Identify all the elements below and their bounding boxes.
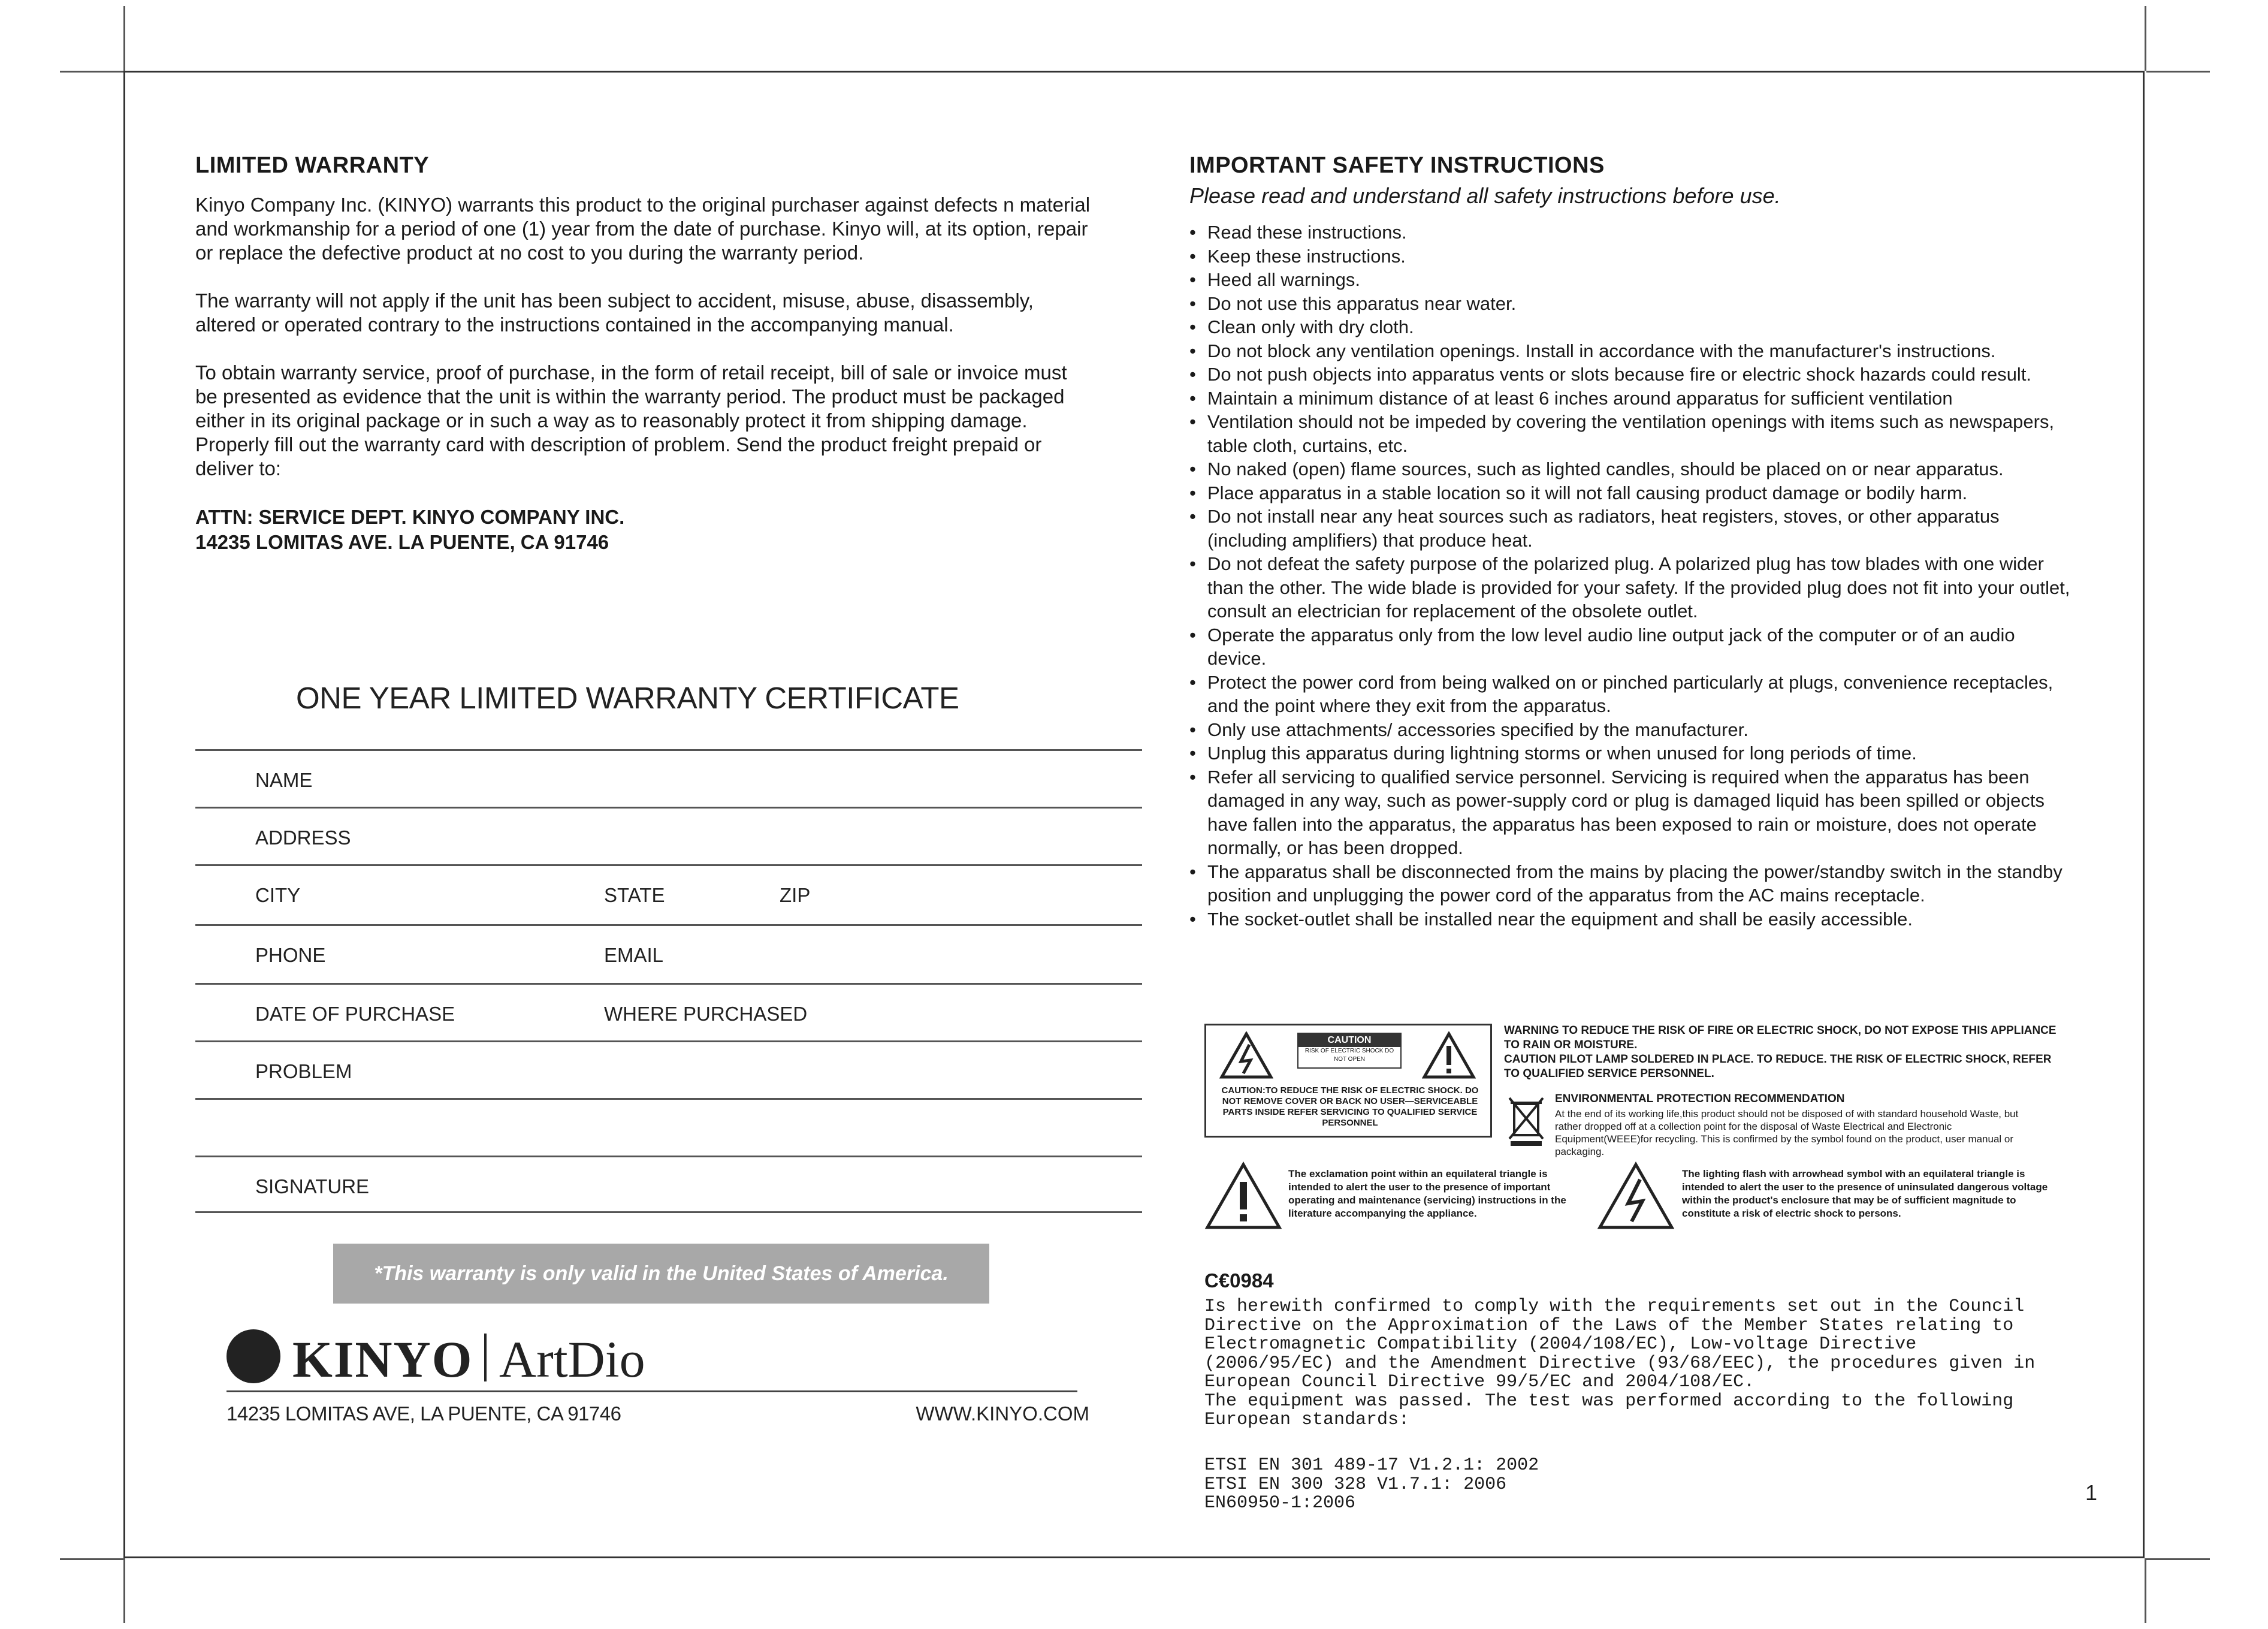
list-item: • Do not install near any heat sources such as radiators, heat registers, stoves, or other apparatus (including amplifiers) that produce heat. [1189,505,2076,552]
attn-address: 14235 LOMITAS AVE. LA PUENTE, CA 91746 [195,531,609,553]
form-row-problem[interactable] [195,1040,1142,1098]
list-item: • The apparatus shall be disconnected from the mains by placing the power/standby switch in the standby position and unplugging the power cord of the apparatus from the AC mains receptacle. [1189,860,2076,907]
list-item: • Unplug this apparatus during lightning storms or when unused for long periods of time. [1189,741,2076,765]
form-row-purchase[interactable] [195,983,1142,1040]
warning-text-fire: WARNING TO REDUCE THE RISK OF FIRE OR ELECTRIC SHOCK, DO NOT EXPOSE THIS APPLIANCE TO RAIN OR MOISTURE. [1504,1024,2056,1051]
crop-mark [123,6,125,71]
ce-mark: C€0984 [1204,1269,1274,1292]
state-label: STATE [604,884,665,906]
exclamation-note: The exclamation point within an equilateral triangle is intended to alert the user to the presence of important operating and maintenance (servicing) instructions in the literature accompanying the appliance. [1288,1168,1566,1219]
list-item: • Do not block any ventilation openings. Install in accordance with the manufacturer's instructions. [1189,339,2076,363]
footer-website: WWW.KINYO.COM [916,1402,1089,1425]
form-row-phone[interactable] [195,924,1142,983]
environment-heading: ENVIRONMENTAL PROTECTION RECOMMENDATION [1555,1093,1845,1105]
lightning-triangle-icon [1597,1162,1675,1230]
list-item: • Read these instructions. [1189,221,2076,245]
lightning-triangle-icon [1219,1031,1273,1079]
list-item: • Operate the apparatus only from the low level audio line output jack of the computer or of an audio device. [1189,623,2076,671]
certificate-title: ONE YEAR LIMITED WARRANTY CERTIFICATE [296,681,959,715]
exclamation-triangle-icon [1422,1031,1476,1079]
list-item: • Clean only with dry cloth. [1189,315,2076,339]
problem-label: PROBLEM [255,1060,352,1082]
address-label: ADDRESS [255,826,351,849]
kinyo-emblem-icon [227,1329,280,1383]
form-row-name[interactable] [195,749,1142,807]
footer-divider [227,1390,1077,1392]
list-item: • Only use attachments/ accessories specified by the manufacturer. [1189,718,2076,742]
crop-mark [123,1558,125,1623]
attn-line: ATTN: SERVICE DEPT. KINYO COMPANY INC. [195,506,625,528]
exclamation-triangle-icon [1204,1162,1282,1230]
list-item: • Protect the power cord from being walked on or pinched particularly at plugs, convenience receptacles, and the point where they exit from the apparatus. [1189,671,2076,718]
lightning-note: The lighting flash with arrowhead symbol with an equilateral triangle is intended to alert the user to the presence of uninsulated dangerous voltage within the product's enclosure that may be of sufficient magnitude to constitute a risk of electric shock to persons. [1682,1168,2048,1219]
name-label: NAME [255,769,313,791]
form-row-problem-extra[interactable] [195,1098,1142,1156]
caution-head: CAUTION [1298,1034,1400,1047]
list-item: • Maintain a minimum distance of at least 6 inches around apparatus for sufficient ventilation [1189,387,2076,411]
crop-mark [2145,6,2146,71]
us-only-notice: *This warranty is only valid in the United States of America. [333,1244,989,1304]
brand-logo [227,1319,1077,1396]
crop-mark [60,1558,123,1560]
form-row-address[interactable] [195,807,1142,864]
list-item: • Refer all servicing to qualified service personnel. Servicing is required when the apparatus has been damaged in any way, such as power-supply cord or plug is damaged liquid has been spilled or objects have fallen into the apparatus, the apparatus has been exposed to rain or moisture, does not operate normally, or has been dropped. [1189,765,2076,860]
list-item: • No naked (open) flame sources, such as lighted candles, should be placed on or near apparatus. [1189,457,2076,481]
safety-column [1189,153,2076,1513]
logo-divider [484,1334,487,1381]
warranty-title: LIMITED WARRANTY [195,153,430,178]
form-row-city[interactable] [195,864,1142,924]
crop-mark [2146,1558,2210,1560]
caution-label [1297,1033,1402,1069]
warning-text [1504,1024,2067,1081]
safety-list [1189,221,2076,931]
list-item: • Place apparatus in a stable location so it will not fall causing product damage or bodily harm. [1189,481,2076,505]
footer-address: 14235 LOMITAS AVE, LA PUENTE, CA 91746 [227,1402,621,1425]
caution-label-box [1204,1024,1492,1138]
list-item: • Do not push objects into apparatus vents or slots because fire or electric shock hazards could result. [1189,363,2076,387]
standards-list: ETSI EN 301 489-17 V1.2.1: 2002 ETSI EN 300 328 V1.7.1: 2006 EN60950-1:2006 [1204,1455,1539,1513]
compliance-text: Is herewith confirmed to comply with the requirements set out in the Council Directive on the Approximation of the Laws of the Member States relating to Electromagnetic Compatibility (2004/108/EC), Low-voltage Directive (2006/95/EC) and the Amendment Directive (93/68/EEC), the procedures given in European Council Directive 99/5/EC and 2004/108/EC. The equipment was passed. The test was performed according to the following European standards: [1204,1296,2036,1430]
safety-subtitle: Please read and understand all safety instructions before use. [1189,183,1781,208]
safety-title: IMPORTANT SAFETY INSTRUCTIONS [1189,153,1605,178]
crop-mark [2146,71,2210,73]
logo-sub: ArtDio [499,1331,645,1388]
list-item: • The socket-outlet shall be installed near the equipment and shall be easily accessible. [1189,907,2076,931]
caution-sub: RISK OF ELECTRIC SHOCK DO NOT OPEN [1304,1048,1394,1063]
warning-text-lamp: CAUTION PILOT LAMP SOLDERED IN PLACE. TO REDUCE. THE RISK OF ELECTRIC SHOCK, REFER TO QUALIFIED SERVICE PERSONNEL. [1504,1053,2052,1080]
logo-brand: KINYO [292,1331,473,1388]
warning-symbols [1189,1024,2076,1263]
weee-bin-icon [1507,1096,1545,1147]
form-row-signature[interactable] [195,1156,1142,1213]
signature-label: SIGNATURE [255,1175,370,1197]
warranty-paragraph: Kinyo Company Inc. (KINYO) warrants this product to the original purchaser against defects n material and workmanship for a period of one (1) year from the date of purchase. Kinyo will, at its option, repair or replace the defective product at no cost to you during the warranty period. [195,194,1091,264]
email-label: EMAIL [604,944,664,966]
environment-text: At the end of its working life,this product should not be disposed of with standard household Waste, but rather dropped off at a collection point for the disposal of Waste Electrical and Electronic Equipment(WEEE)for recycling. This is confirmed by the symbol found on the product, user manual or packaging. [1555,1108,2019,1157]
caution-small-text: CAUTION:TO REDUCE THE RISK OF ELECTRIC SHOCK. DO NOT REMOVE COVER OR BACK NO USER—SERVICEABLE PARTS INSIDE REFER SERVICING TO QUALIFIED SERVICE PERSONNEL [1221,1085,1479,1128]
page-number: 1 [2085,1480,2098,1505]
date-of-purchase-label: DATE OF PURCHASE [255,1003,455,1025]
warranty-paragraph: To obtain warranty service, proof of purchase, in the form of retail receipt, bill of sale or invoice must be presented as evidence that the unit is within the warranty period. The product must be packaged either in its original package or in such a way as to reasonably protect it from shipping damage. Properly fill out the warranty card with description of problem. Send the product freight prepaid or deliver to: [195,361,1067,479]
list-item: • Do not defeat the safety purpose of the polarized plug. A polarized plug has tow blades with one wider than the other. The wide blade is provided for your safety. If the provided plug does not fit into your outlet, consult an electrician for replacement of the obsolete outlet. [1189,552,2076,623]
phone-label: PHONE [255,944,326,966]
list-item: • Heed all warnings. [1189,268,2076,292]
warranty-form [195,749,1142,1213]
warranty-paragraph: The warranty will not apply if the unit has been subject to accident, misuse, abuse, disassembly, altered or operated contrary to the instructions contained in the accompanying manual. [195,289,1034,336]
zip-label: ZIP [780,884,811,906]
warranty-column [195,153,1154,1425]
list-item: • Ventilation should not be impeded by covering the ventilation openings with items such as newspapers, table cloth, curtains, etc. [1189,410,2076,457]
where-purchased-label: WHERE PURCHASED [604,1003,808,1025]
city-label: CITY [255,884,301,906]
list-item: • Keep these instructions. [1189,245,2076,269]
crop-mark [2145,1558,2146,1623]
crop-mark [60,71,123,73]
list-item: • Do not use this apparatus near water. [1189,292,2076,316]
